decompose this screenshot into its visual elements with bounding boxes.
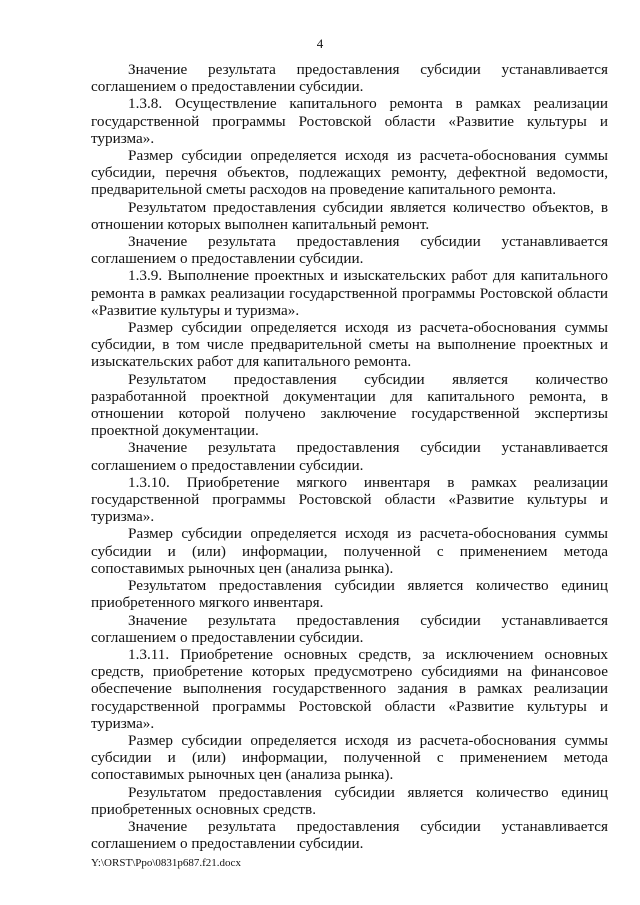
paragraph: Значение результата предоставления субсидии устанавливается соглашением о предоставлении субсидии. <box>91 233 608 268</box>
paragraph: Значение результата предоставления субсидии устанавливается соглашением о предоставлении субсидии. <box>91 61 608 96</box>
paragraph: Значение результата предоставления субсидии устанавливается соглашением о предоставлении субсидии. <box>91 611 608 646</box>
section-heading-1-3-8: 1.3.8. Осуществление капитального ремонта в рамках реализации государственной программы Ростовской области «Развитие культуры и туризма». <box>91 95 608 147</box>
paragraph: Результатом предоставления субсидии является количество объектов, в отношении которых выполнен капитальный ремонт. <box>91 198 608 233</box>
document-body <box>91 61 608 852</box>
footer-file-path: Y:\ORST\Ppo\0831p687.f21.docx <box>91 857 241 869</box>
section-heading-1-3-10: 1.3.10. Приобретение мягкого инвентаря в рамках реализации государственной программы Ростовской области «Развитие культуры и туризма». <box>91 473 608 526</box>
paragraph: Размер субсидии определяется исходя из расчета-обоснования суммы субсидии и (или) информации, полученной с применением метода сопоставимых рыночных цен (анализа рынка). <box>91 525 608 577</box>
paragraph: Результатом предоставления субсидии является количество единиц приобретенного мягкого инвентаря. <box>91 577 608 612</box>
paragraph: Результатом предоставления субсидии является количество единиц приобретенных основных средств. <box>91 783 608 818</box>
paragraph: Значение результата предоставления субсидии устанавливается соглашением о предоставлении субсидии. <box>91 439 608 474</box>
page-number: 4 <box>316 36 324 51</box>
section-heading-1-3-9: 1.3.9. Выполнение проектных и изыскательских работ для капитального ремонта в рамках реализации государственной программы Ростовской области «Развитие культуры и туризма». <box>91 267 608 319</box>
section-heading-1-3-11: 1.3.11. Приобретение основных средств, за исключением основных средств, приобретение которых предусмотрено субсидиями на финансовое обеспечение выполнения государственного задания в рамках реализации государственной программы Ростовской области «Развитие культуры и туризма». <box>91 645 608 732</box>
paragraph: Значение результата предоставления субсидии устанавливается соглашением о предоставлении субсидии. <box>91 817 608 853</box>
paragraph: Размер субсидии определяется исходя из расчета-обоснования суммы субсидии и (или) информации, полученной с применением метода сопоставимых рыночных цен (анализа рынка). <box>91 731 608 784</box>
paragraph: Результатом предоставления субсидии является количество разработанной проектной документации для капитального ремонта, в отношении которой получено заключение государственной экспертизы проектной документации. <box>91 370 608 440</box>
paragraph: Размер субсидии определяется исходя из расчета-обоснования суммы субсидии, перечня объектов, подлежащих ремонту, дефектной ведомости, предварительной сметы расходов на проведение капитального ремонта. <box>91 147 608 199</box>
paragraph: Размер субсидии определяется исходя из расчета-обоснования суммы субсидии, в том числе предварительной сметы на выполнение проектных и изыскательских работ для капитального ремонта. <box>91 319 608 371</box>
